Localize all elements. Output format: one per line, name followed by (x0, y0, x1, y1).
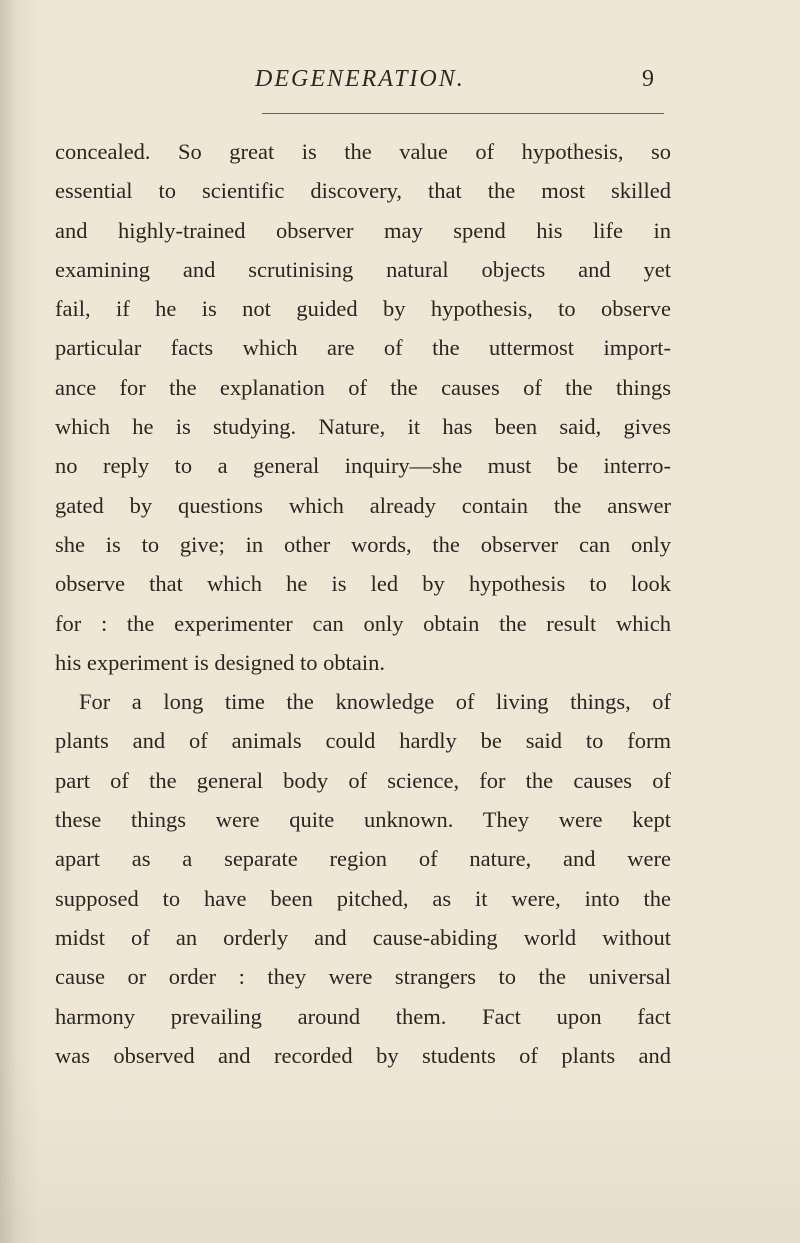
text-line: examining and scrutinising natural objects and yet (55, 256, 671, 282)
text-line: particular facts which are of the uttermost import- (55, 335, 671, 361)
text-line: midst of an orderly and cause-abiding world without (55, 924, 671, 950)
text-line: apart as a separate region of nature, and were (55, 846, 671, 872)
text-line: harmony prevailing around them. Fact upon fact (55, 1003, 671, 1029)
text-line: ance for the explanation of the causes of the things (55, 374, 671, 400)
text-line: no reply to a general inquiry—she must be interro- (55, 453, 671, 479)
text-line: observe that which he is led by hypothesis to look (55, 571, 671, 597)
text-line: gated by questions which already contain the answer (55, 492, 671, 518)
text-line: and highly-trained observer may spend his life in (55, 217, 671, 243)
header-rule (262, 113, 664, 114)
running-header (0, 66, 800, 106)
text-line: part of the general body of science, for the causes of (55, 767, 671, 793)
text-line: these things were quite unknown. They were kept (55, 807, 671, 833)
text-line: she is to give; in other words, the observer can only (55, 531, 671, 557)
body-text (55, 132, 671, 1075)
text-line: For a long time the knowledge of living things, of (79, 689, 671, 715)
text-line: was observed and recorded by students of plants and (55, 1042, 671, 1068)
text-line: essential to scientific discovery, that the most skilled (55, 178, 671, 204)
text-line: cause or order : they were strangers to the universal (55, 964, 671, 990)
text-line: his experiment is designed to obtain. (55, 649, 385, 675)
text-line: for : the experimenter can only obtain the result which (55, 610, 671, 636)
text-line: concealed. So great is the value of hypothesis, so (55, 139, 671, 164)
text-line: supposed to have been pitched, as it were, into the (55, 885, 671, 911)
running-title: DEGENERATION. (255, 66, 465, 92)
page-number: 9 (642, 66, 654, 92)
text-line: fail, if he is not guided by hypothesis, to observe (55, 296, 671, 322)
text-line: plants and of animals could hardly be said to form (55, 728, 671, 754)
text-line: which he is studying. Nature, it has been said, gives (55, 414, 671, 440)
